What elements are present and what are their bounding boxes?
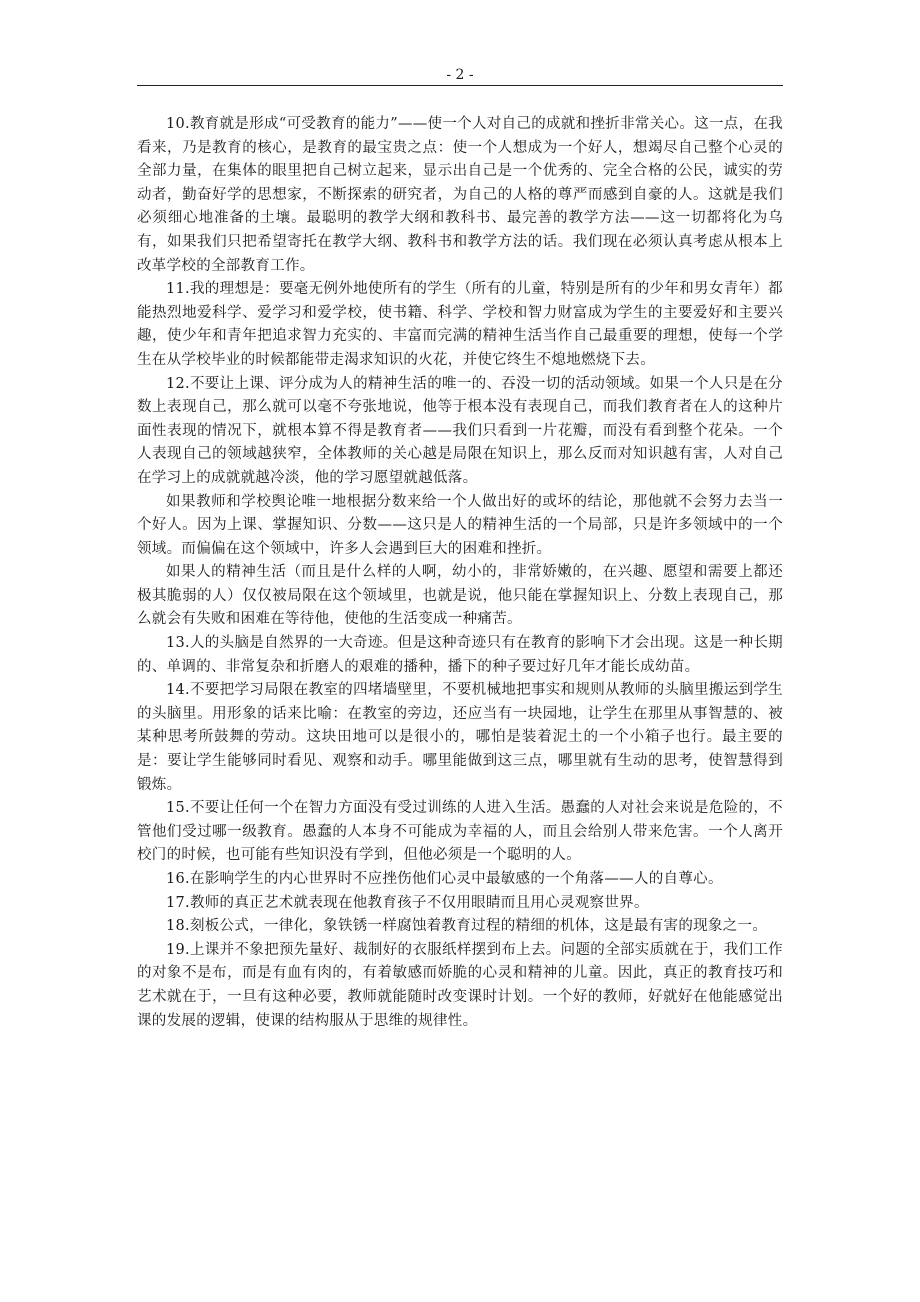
paragraph-16: 16.在影响学生的内心世界时不应挫伤他们心灵中最敏感的一个角落——人的自尊心。 bbox=[166, 871, 723, 887]
paragraph-12-continued-b: 如果人的精神生活（而且是什么样的人啊，幼小的，非常娇嫩的，在兴趣、愿望和需要上都还极其脆弱的人）仅仅被局限在这个领域里，也就是说，他只能在掌握知识上、分数上表现自己，那么就会有失败和困难在等待他，使他的生活变成一种痛苦。 bbox=[137, 564, 783, 628]
paragraph-15: 15.不要让任何一个在智力方面没有受过训练的人进入生活。愚蠢的人对社会来说是危险的，不管他们受过哪一级教育。愚蠢的人本身不可能成为幸福的人，而且会给别人带来危害。一个人离开校门的时候，也可能有些知识没有学到，但他必须是一个聪明的人。 bbox=[137, 800, 783, 864]
paragraph-13: 13.人的头脑是自然界的一大奇迹。但是这种奇迹只有在教育的影响下才会出现。这是一种长期的、单调的、非常复杂和折磨人的艰难的播种，播下的种子要过好几年才能长成幼苗。 bbox=[137, 635, 783, 675]
paragraph-17: 17.教师的真正艺术就表现在他教育孩子不仅用眼睛而且用心灵观察世界。 bbox=[166, 894, 649, 911]
header-rule bbox=[137, 85, 783, 86]
paragraph-10: 10.教育就是形成“可受教育的能力”——使一个人对自己的成就和挫折非常关心。这一点，在我看来，乃是教育的核心，是教育的最宝贵之点：使一个人想成为一个好人，想竭尽自己整个心灵的全部力量，在集体的眼里把自己树立起来，显示出自己是一个优秀的、完全合格的公民，诚实的劳动者，勤奋好学的思想家，不断探索的研究者，为自己的人格的尊严而感到自豪的人。这就是我们必须细心地准备的土壤。最聪明的教学大纲和教科书、最完善的教学方法——这一切都将化为乌有，如果我们只把希望寄托在教学大纲、教科书和教学方法的话。我们现在必须认真考虑从根本上改革学校的全部教育工作。 bbox=[137, 116, 783, 274]
paragraph-11: 11.我的理想是：要毫无例外地使所有的学生（所有的儿童，特别是所有的少年和男女青年）都能热烈地爱科学、爱学习和爱学校，使书籍、科学、学校和智力财富成为学生的主要爱好和主要兴趣，使少年和青年把追求智力充实的、丰富而完满的精神生活当作自己最重要的理想，使每一个学生在从学校毕业的时候都能带走渴求知识的火花，并使它终生不熄地燃烧下去。 bbox=[137, 281, 783, 368]
paragraph-12-continued-a: 如果教师和学校舆论唯一地根据分数来给一个人做出好的或坏的结论，那他就不会努力去当一个好人。因为上课、掌握知识、分数——这只是人的精神生活的一个局部，只是许多领域中的一个领域。而偏偏在这个领域中，许多人会遇到巨大的困难和挫折。 bbox=[137, 493, 783, 557]
paragraph-19: 19.上课并不象把预先量好、裁制好的衣服纸样摆到布上去。问题的全部实质就在于，我们工作的对象不是布，而是有血有肉的，有着敏感而娇脆的心灵和精神的儿童。因此，真正的教育技巧和艺术就在于，一旦有这种必要，教师就能随时改变课时计划。一个好的教师，好就好在他能感觉出课的发展的逻辑，使课的结构服从于思维的规律性。 bbox=[137, 941, 783, 1029]
paragraph-12: 12.不要让上课、评分成为人的精神生活的唯一的、吞没一切的活动领域。如果一个人只是在分数上表现自己，那么就可以毫不夸张地说，他等于根本没有表现自己，而我们教育者在人的这种片面性表现的情况下，就根本算不得是教育者——我们只看到一片花瓣，而没有看到整个花朵。一个人表现自己的领域越狭窄，全体教师的关心越是局限在知识上，那么反而对知识越有害，人对自己在学习上的成就就越冷淡，他的学习愿望就越低落。 bbox=[137, 375, 783, 486]
document-body bbox=[137, 113, 783, 1033]
page-number: - 2 - bbox=[446, 67, 474, 83]
paragraph-14: 14.不要把学习局限在教室的四堵墙壁里，不要机械地把事实和规则从教师的头脑里搬运到学生的头脑里。用形象的话来比喻：在教室的旁边，还应当有一块园地，让学生在那里从事智慧的、被某种思考所鼓舞的劳动。这块田地可以是很小的，哪怕是装着泥土的一个小箱子也行。最主要的是：要让学生能够同时看见、观察和动手。哪里能做到这三点，哪里就有生动的思考，使智慧得到锻炼。 bbox=[137, 682, 783, 793]
paragraph-18: 18.刻板公式，一律化，象铁锈一样腐蚀着教育过程的精细的机体，这是最有害的现象之一。 bbox=[166, 918, 768, 935]
